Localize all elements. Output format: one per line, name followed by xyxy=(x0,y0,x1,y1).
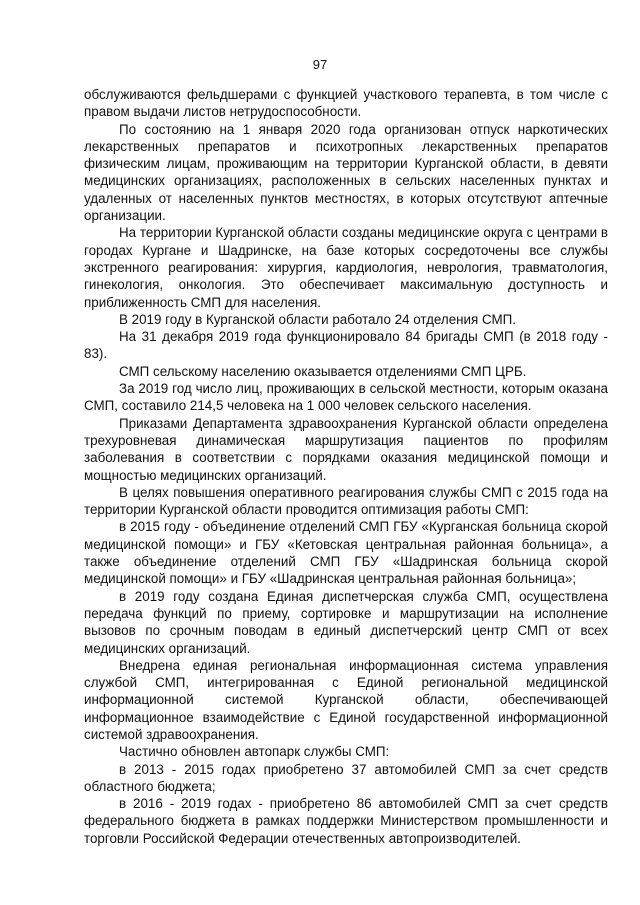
paragraph: СМП сельскому населению оказывается отделениями СМП ЦРБ. xyxy=(119,363,527,379)
list-item: в 2016 - 2019 годах - приобретено 86 автомобилей СМП за счет средств федерального бюджета в рамках поддержки Министерством промышленности и торговли Российской Федерации отечественных автопроизводителей. xyxy=(84,796,608,846)
body-text xyxy=(84,86,608,847)
paragraph: На территории Курганской области созданы медицинские округа с центрами в городах Кургане и Шадринске, на базе которых сосредоточены все службы экстренного реагирования: хирургия, кардиология, неврология, травматология, гинекология, онкология. Это обеспечивает максимальную доступность и приближенность СМП для населения. xyxy=(84,225,608,310)
paragraph: За 2019 год число лиц, проживающих в сельской местности, которым оказана СМП, составило 214,5 человека на 1 000 человек сельского населения. xyxy=(84,381,608,414)
list-item: в 2013 - 2015 годах приобретено 37 автомобилей СМП за счет средств областного бюджета; xyxy=(84,761,608,794)
list-item: в 2019 году создана Единая диспетчерская служба СМП, осуществлена передача функций по приему, сортировке и маршрутизации на исполнение вызовов по срочным поводам в единый диспетчерский центр СМП от всех медицинских организаций. xyxy=(84,588,608,656)
paragraph: В целях повышения оперативного реагирования службы СМП с 2015 года на территории Курганской области проводится оптимизация работы СМП: xyxy=(84,484,608,518)
paragraph: На 31 декабря 2019 года функционировало 84 бригады СМП (в 2018 году - 83). xyxy=(84,329,608,362)
paragraph: Внедрена единая региональная информационная система управления службой СМП, интегрированная с Единой региональной медицинской информационной системой Курганской области, обеспечивающей информационное взаимодействие с Единой государственной информационной системой здравоохранения. xyxy=(84,657,608,742)
list-item: в 2015 году - объединение отделений СМП ГБУ «Курганская больница скорой медицинской помощи» и ГБУ «Кетовская центральная районная больница», а также объединение отделений СМП ГБУ «Шадринская больница скорой медицинской помощи» и ГБУ «Шадринская центральная районная больница»; xyxy=(84,519,608,587)
paragraph: обслуживаются фельдшерами с функцией участкового терапевта, в том числе с правом выдачи листов нетрудоспособности. xyxy=(84,87,608,120)
paragraph: Приказами Департамента здравоохранения Курганской области определена трехуровневая динамическая маршрутизация пациентов по профилям заболевания в соответствии с порядками оказания медицинской помощи и мощностью медицинских организаций. xyxy=(84,415,608,483)
paragraph: Частично обновлен автопарк службы СМП: xyxy=(119,744,390,760)
paragraph: В 2019 году в Курганской области работало 24 отделения СМП. xyxy=(119,311,517,327)
page-number: 97 xyxy=(312,57,328,72)
paragraph: По состоянию на 1 января 2020 года организован отпуск наркотических лекарственных препаратов и психотропных лекарственных препаратов физическим лицам, проживающим на территории Курганской области, в девяти медицинских организациях, расположенных в сельских населенных пунктах и удаленных от населенных пунктов местностях, в которых отсутствуют аптечные организации. xyxy=(84,121,608,224)
